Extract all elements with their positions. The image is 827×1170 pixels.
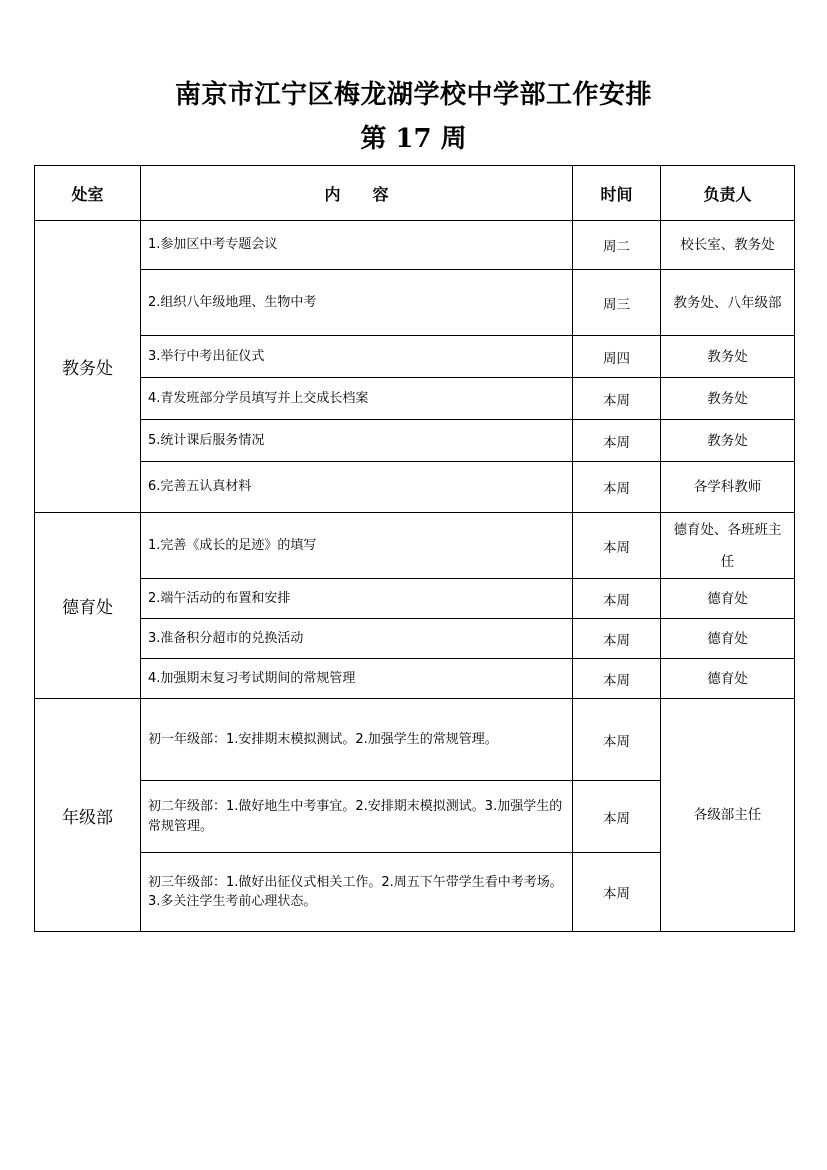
row-time: 本周	[573, 781, 661, 853]
row-content: 4.青发班部分学员填写并上交成长档案	[141, 378, 573, 420]
header-time: 时间	[573, 166, 661, 221]
header-content: 内 容	[141, 166, 573, 221]
document-title: 南京市江宁区梅龙湖学校中学部工作安排	[174, 80, 652, 110]
row-time: 周三	[573, 270, 661, 336]
table-row	[35, 579, 795, 619]
dept-deyu: 德育处	[35, 513, 141, 699]
row-content: 2.组织八年级地理、生物中考	[141, 270, 573, 336]
row-time: 本周	[573, 513, 661, 579]
row-time: 本周	[573, 853, 661, 932]
row-content: 3.准备积分超市的兑换活动	[141, 619, 573, 659]
row-owner: 德育处	[661, 579, 795, 619]
dept-nianji: 年级部	[35, 699, 141, 932]
row-time: 本周	[573, 462, 661, 513]
row-content: 3.举行中考出征仪式	[141, 336, 573, 378]
table-row	[35, 513, 795, 579]
row-content: 1.完善《成长的足迹》的填写	[141, 513, 573, 579]
row-owner: 校长室、教务处	[661, 221, 795, 270]
row-content: 1.参加区中考专题会议	[141, 221, 573, 270]
row-owner: 各级部主任	[661, 699, 795, 932]
table-row	[35, 619, 795, 659]
row-content: 初一年级部：1.安排期末模拟测试。2.加强学生的常规管理。	[141, 699, 573, 781]
table-row	[35, 270, 795, 336]
table-row	[35, 336, 795, 378]
table-row	[35, 420, 795, 462]
row-time: 本周	[573, 699, 661, 781]
dept-jiaowu: 教务处	[35, 221, 141, 513]
table-row	[35, 378, 795, 420]
row-content: 4.加强期末复习考试期间的常规管理	[141, 659, 573, 699]
header-dept: 处室	[35, 166, 141, 221]
table-row	[35, 659, 795, 699]
row-time: 本周	[573, 659, 661, 699]
row-time: 周四	[573, 336, 661, 378]
row-content: 初三年级部：1.做好出征仪式相关工作。2.周五下午带学生看中考考场。3.多关注学生考前心理状态。	[141, 853, 573, 932]
row-owner: 德育处	[661, 619, 795, 659]
row-owner: 德育处	[661, 659, 795, 699]
week-label: 第 17 周	[360, 124, 467, 154]
row-owner: 教务处	[661, 336, 795, 378]
header-owner: 负责人	[661, 166, 795, 221]
row-owner: 各学科教师	[661, 462, 795, 513]
row-content: 6.完善五认真材料	[141, 462, 573, 513]
row-time: 本周	[573, 619, 661, 659]
row-time: 本周	[573, 378, 661, 420]
row-owner: 教务处、八年级部	[661, 270, 795, 336]
row-content: 5.统计课后服务情况	[141, 420, 573, 462]
table-row	[35, 699, 795, 781]
header-row	[35, 166, 795, 221]
schedule-table	[34, 165, 795, 932]
row-time: 本周	[573, 420, 661, 462]
row-content: 初二年级部：1.做好地生中考事宜。2.安排期末模拟测试。3.加强学生的常规管理。	[141, 781, 573, 853]
table-row	[35, 221, 795, 270]
row-time: 本周	[573, 579, 661, 619]
row-time: 周二	[573, 221, 661, 270]
row-owner: 教务处	[661, 420, 795, 462]
row-content: 2.端午活动的布置和安排	[141, 579, 573, 619]
row-owner: 德育处、各班班主任	[661, 513, 795, 579]
row-owner: 教务处	[661, 378, 795, 420]
table-row	[35, 462, 795, 513]
